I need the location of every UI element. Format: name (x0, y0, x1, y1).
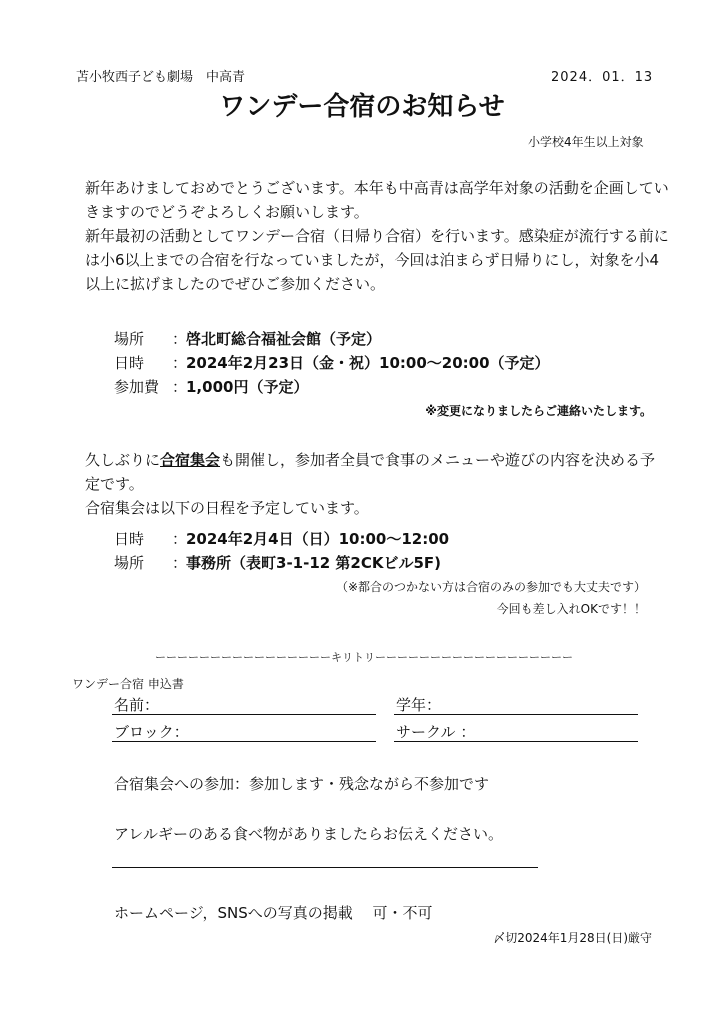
detail-fee-row (114, 376, 308, 397)
meeting-highlight: 合宿集会 (160, 451, 221, 469)
issue-date: 2024．01．13 (551, 70, 654, 85)
grade-field[interactable] (394, 714, 638, 715)
circle-label: サークル ： (396, 723, 476, 741)
colon: ： (172, 378, 188, 396)
form-title: ワンデー合宿 申込書 (72, 677, 184, 691)
detail-place-label: 場所 (114, 330, 145, 348)
meeting-time-value: 2024年2月4日（日）10:00～12:00 (186, 530, 450, 548)
name-label: 名前： (114, 696, 160, 714)
meeting-place-label: 場所 (114, 554, 145, 572)
meeting-time-label: 日時 (114, 530, 145, 548)
intro-line-1: 新年あけましておめでとうございます。本年も中高青は高学年対象の活動を企画していきますのでどうぞよろしくお願いします。 (85, 179, 669, 221)
cut-line: ーーーーーーーーーーーーーーーーキリトリーーーーーーーーーーーーーーーーーー (155, 651, 573, 664)
change-notice: ※変更になりましたらご連絡いたします。 (425, 404, 652, 418)
detail-fee-value: 1,000円（予定） (186, 378, 309, 396)
meeting-place-row (114, 552, 441, 573)
photo-consent-question: ホームページ，SNSへの写真の掲載 可・不可 (114, 904, 433, 922)
colon: ： (172, 530, 188, 548)
target-audience: 小学校4年生以上対象 (528, 135, 644, 149)
detail-place-value: 啓北町総合福祉会館（予定） (186, 330, 382, 348)
name-field[interactable] (112, 714, 376, 715)
colon: ： (172, 330, 188, 348)
intro-line-2: 新年最初の活動としてワンデー合宿（日帰り合宿）を行います。感染症が流行する前には小6以上までの合宿を行なっていましたが，今回は泊まらず日帰りにし，対象を小4以上に拡げましたのでぜひご参加ください。 (85, 227, 669, 293)
meeting-text-after: も開催し，参加者全員で食事のメニューや遊びの内容を決める予定です。 (85, 451, 656, 493)
colon: ： (172, 354, 188, 372)
meeting-note: （※都合のつかない方は合宿のみの参加でも大丈夫です） (335, 580, 646, 594)
detail-time-row (114, 352, 550, 373)
detail-fee-label: 参加費 (114, 378, 160, 396)
meeting-place-value: 事務所（表町3-1-12 第2CKビル5F) (186, 554, 442, 572)
organization-name: 苫小牧西子ども劇場 中高青 (76, 70, 246, 85)
detail-place-row (114, 328, 381, 349)
block-field[interactable] (112, 741, 376, 742)
meeting-time-row (114, 528, 449, 549)
allergy-question: アレルギーのある食べ物がありましたらお伝えください。 (114, 825, 504, 843)
grade-label: 学年： (396, 696, 442, 714)
meeting-paragraph (70, 448, 670, 520)
deadline: 〆切2024年1月28日(日)厳守 (493, 931, 652, 945)
allergy-field[interactable] (112, 867, 538, 868)
meeting-attendance-question: 合宿集会への参加：参加します・残念ながら不参加です (114, 775, 490, 793)
meeting-text-before: 久しぶりに (85, 451, 161, 469)
detail-time-value: 2024年2月23日（金・祝）10:00～20:00（予定） (186, 354, 550, 372)
meeting-text (70, 448, 670, 496)
meeting-schedule-intro: 合宿集会は以下の日程を予定しています。 (85, 499, 369, 517)
snacks-note: 今回も差し入れOKです！！ (496, 602, 646, 616)
colon: ： (172, 554, 188, 572)
detail-time-label: 日時 (114, 354, 145, 372)
page-title: ワンデー合宿のお知らせ (219, 92, 505, 122)
circle-field[interactable] (394, 741, 638, 742)
intro-paragraph (70, 176, 670, 296)
block-label: ブロック： (114, 723, 189, 741)
